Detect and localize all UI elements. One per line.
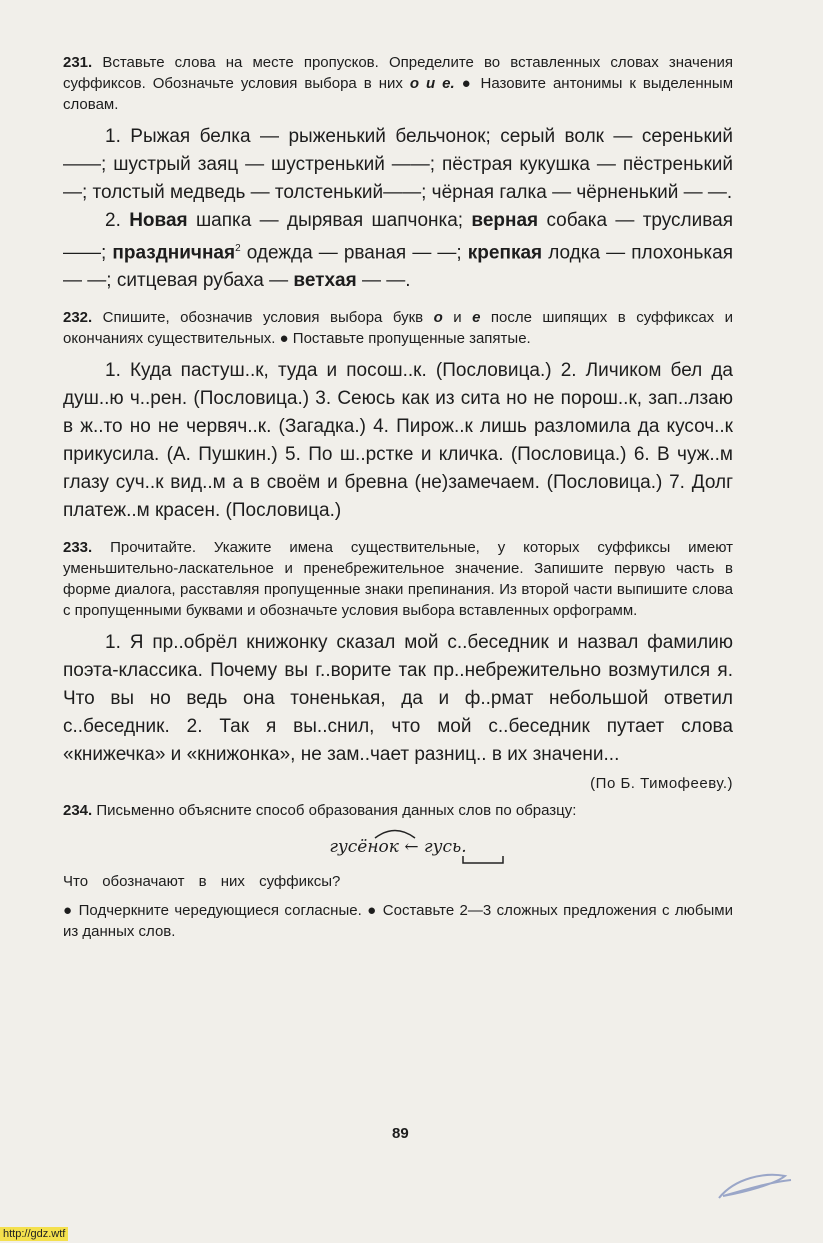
root-bracket-mark bbox=[462, 856, 504, 864]
task-number: 233. bbox=[63, 539, 93, 557]
task-232-instruction: 232. Спишите, обозначив условия выбора букв о и е после шипящих в суффиксах и окончаниях существительных. ● Поставьте пропущенные запятые. bbox=[63, 309, 733, 348]
watermark-link[interactable]: http://gdz.wtf bbox=[0, 1227, 68, 1241]
task-number: 232. bbox=[63, 309, 93, 327]
task-number: 231. bbox=[63, 54, 93, 71]
task-233-source: (По Б. Тимофееву.) bbox=[590, 775, 733, 793]
task-232-paragraph: 1. Куда пастуш..к, туда и посош..к. (Пословица.) 2. Личиком бел да душ..ю ч..рен. (Пословица.) 3. Сеюсь как из сита но не порош..к, зап..лзаю в ж..то но не червяч..к. (Загадка.) 4. Пирож..к лишь разломила да кусоч..к прикусила. (А. Пушкин.) 5. По ш..рстке и кличка. (Пословица.) 6. В чуж..м глазу суч..к вид..м а в своём и бревна (не)замечаем. (Пословица.) 7. Долг платеж..м красен. (Пословица.) bbox=[63, 360, 733, 522]
task-231-instruction: 231. Вставьте слова на месте пропусков. Определите во вставленных словах значения суффиксов. Обозначьте условия выбора в них о и е. ● Назовите антонимы к выделенным словам. bbox=[63, 54, 734, 113]
task-234-bullets: ● Подчеркните чередующиеся согласные. ● Составьте 2—3 сложных предложения с любыми из данных слов. bbox=[63, 902, 733, 941]
task-234-instruction: 234. Письменно объясните способ образования данных слов по образцу: bbox=[63, 802, 577, 820]
task-233-paragraph: 1. Я пр..обрёл книжонку сказал мой с..беседник и назвал фамилию поэта-классика. Почему вы г..ворите так пр..небрежительно возмутился я. Что вы но ведь она тоненькая, да и ф..рмат небольшой ответил с..беседник. 2. Так я вы..снил, что мой с..беседник путает слова «книжечка» и «книжонка», не зам..чает разниц.. в их значени... bbox=[63, 632, 733, 766]
base-word: гусь. bbox=[424, 837, 467, 858]
task-231-paragraph-1: 1. Рыжая белка — рыженький бельчонок; серый волк — серенький ——; шустрый заяц — шустренький ——; пёстрая кукушка — пёстренький —; толстый медведь — толстенький——; чёрная галка — чёрненький — —. bbox=[63, 126, 733, 203]
task-233-instruction: 233. Прочитайте. Укажите имена существительные, у которых суффиксы имеют уменьшительно-ласкательное и пренебрежительное значение. Запишите первую часть в форме диалога, расставляя пропущенные знаки препинания. Из второй части выпишите слова с пропущенными буквами и обозначьте условия выбора вставленных орфограмм. bbox=[63, 539, 733, 620]
task-number: 234. bbox=[63, 802, 93, 820]
suffix-arc-mark bbox=[373, 827, 417, 839]
arrow-icon: ← bbox=[398, 837, 425, 858]
word-formation-example bbox=[63, 837, 733, 857]
task-231-paragraph-2: 2. Новая шапка — дырявая шапчонка; верная собака — трусливая ——; праздничная$^2$ одежда — рваная — —; крепкая лодка — плохонькая — —; ситцевая рубаха — ветхая — —. bbox=[63, 210, 733, 292]
task-234-question: Что обозначают в них суффиксы? bbox=[63, 873, 341, 891]
page-number: 89 bbox=[392, 1125, 409, 1142]
derived-word: гусёнок bbox=[329, 837, 399, 858]
textbook-page bbox=[63, 52, 733, 942]
pen-scribble-icon bbox=[715, 1168, 795, 1204]
